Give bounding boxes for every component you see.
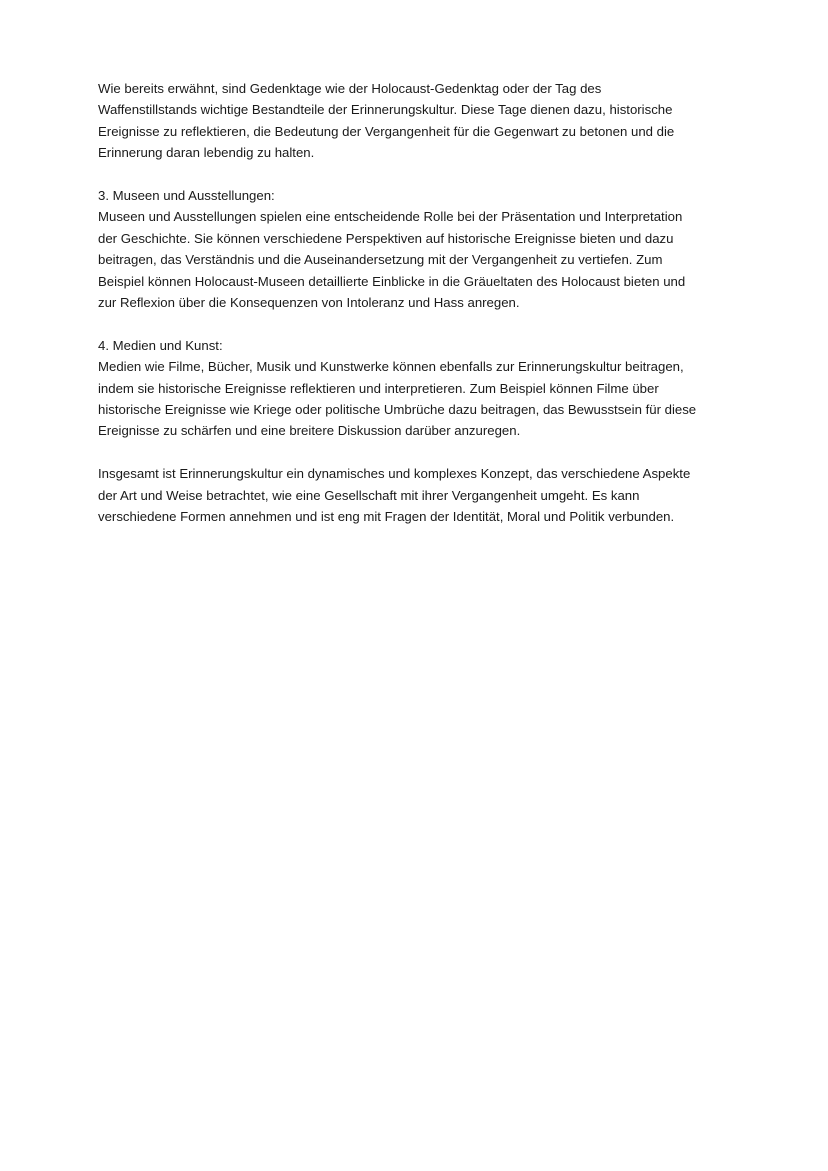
- paragraph-fazit: [98, 463, 748, 527]
- text-line: Wie bereits erwähnt, sind Gedenktage wie der Holocaust-Gedenktag oder der Tag des: [98, 81, 602, 96]
- text-line: der Art und Weise betrachtet, wie eine Gesellschaft mit ihrer Vergangenheit umgeht. Es kann: [98, 487, 640, 503]
- paragraph-medien: [98, 335, 748, 442]
- text-line: Museen und Ausstellungen spielen eine entscheidende Rolle bei der Präsentation und Interpretation: [98, 209, 683, 225]
- text-line: indem sie historische Ereignisse reflektieren und interpretieren. Zum Beispiel können Filme über: [98, 380, 659, 396]
- text-line: der Geschichte. Sie können verschiedene Perspektiven auf historische Ereignisse bieten und dazu: [98, 230, 674, 246]
- text-line: zur Reflexion über die Konsequenzen von Intoleranz und Hass anregen.: [98, 295, 520, 311]
- paragraph-museen: [98, 185, 748, 313]
- text-line: Medien wie Filme, Bücher, Musik und Kunstwerke können ebenfalls zur Erinnerungskultur beitragen,: [98, 359, 684, 375]
- text-line: Waffenstillstands wichtige Bestandteile der Erinnerungskultur. Diese Tage dienen dazu, historische: [98, 102, 673, 118]
- text-line: historische Ereignisse wie Kriege oder politische Umbrüche dazu beitragen, das Bewusstsein für diese: [98, 402, 697, 418]
- text-line: Beispiel können Holocaust-Museen detaillierte Einblicke in die Gräueltaten des Holocaust bieten und: [98, 273, 686, 289]
- paragraph-gedenktage: [98, 78, 748, 164]
- text-line: Ereignisse zu schärfen und eine breitere Diskussion darüber anzuregen.: [98, 423, 521, 439]
- document-body: [98, 78, 748, 549]
- text-line: verschiedene Formen annehmen und ist eng mit Fragen der Identität, Moral und Politik verbunden.: [98, 509, 675, 525]
- text-line: Insgesamt ist Erinnerungskultur ein dynamisches und komplexes Konzept, das verschiedene Aspekte: [98, 466, 691, 482]
- section-heading: 3. Museen und Ausstellungen:: [98, 188, 275, 204]
- text-line: beitragen, das Verständnis und die Auseinandersetzung mit der Vergangenheit zu vertiefen. Zum: [98, 252, 663, 268]
- text-line: Erinnerung daran lebendig zu halten.: [98, 145, 315, 161]
- text-line: Ereignisse zu reflektieren, die Bedeutung der Vergangenheit für die Gegenwart zu betonen und die: [98, 123, 675, 139]
- section-heading: 4. Medien und Kunst:: [98, 337, 223, 353]
